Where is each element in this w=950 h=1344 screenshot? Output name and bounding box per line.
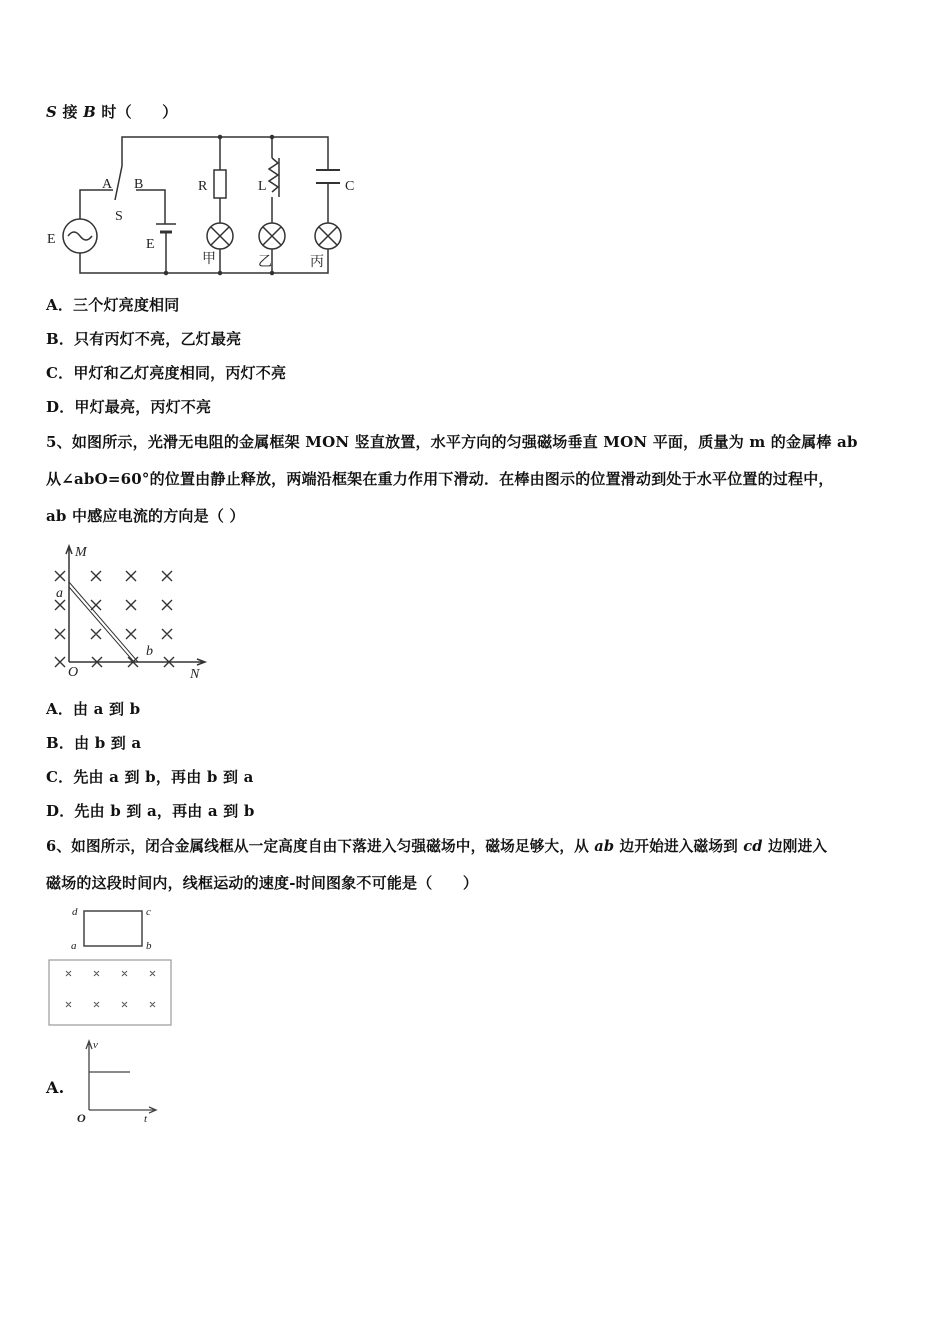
q4-option-b: B．只有丙灯不亮，乙灯最亮: [46, 330, 242, 348]
label-origin: O: [77, 1111, 86, 1125]
label-l: L: [258, 179, 267, 194]
q6-option-a-label: A.: [46, 1078, 65, 1097]
mon-frame-diagram: [55, 546, 205, 667]
label-e-ac: E: [47, 232, 56, 247]
label-c: c: [146, 906, 151, 918]
label-a: A: [102, 177, 113, 192]
label-s: S: [115, 209, 123, 224]
label-b: B: [134, 177, 144, 192]
q5-stem-line2: 从∠abO=60°的位置由静止释放，两端沿框架在重力作用下滑动．在棒由图示的位置滑动到处于水平位置的过程中，: [46, 470, 834, 488]
label-lamp3: 丙: [310, 255, 324, 270]
q6-stem-line1: 6、如图所示，闭合金属线框从一定高度自由下落进入匀强磁场中，磁场足够大，从 ab 边开始进入磁场到 cd 边刚进入: [46, 838, 828, 855]
q4-option-a: A．三个灯亮度相同: [46, 296, 180, 314]
q5-option-b: B．由 b 到 a: [46, 734, 142, 752]
q5-option-d: D．先由 b 到 a，再由 a 到 b: [46, 802, 255, 820]
q6-stem-line2: 磁场的这段时间内，线框运动的速度-时间图象不可能是（ ）: [46, 874, 479, 892]
q5-option-c: C．先由 a 到 b，再由 b 到 a: [46, 768, 254, 786]
label-a: a: [71, 940, 77, 952]
label-e-dc: E: [146, 237, 155, 252]
q5-stem-line1: 5、如图所示，光滑无电阻的金属框架 MON 竖直放置，水平方向的匀强磁场垂直 MON 平面，质量为 m 的金属棒 ab: [46, 433, 858, 451]
vt-graph-a: [86, 1041, 156, 1113]
q5-option-a: A．由 a 到 b: [46, 700, 141, 718]
label-o: O: [68, 665, 79, 680]
label-c: C: [345, 179, 355, 194]
label-lamp1: 甲: [202, 252, 216, 267]
label-d: d: [72, 906, 78, 918]
label-n: N: [190, 667, 200, 682]
label-m: M: [75, 545, 87, 560]
label-v: v: [93, 1039, 98, 1051]
q5-stem-line3: ab 中感应电流的方向是（ ）: [46, 507, 245, 525]
q4-stem: S 接 B 时（ ）: [46, 103, 178, 121]
coil-field-diagram: [49, 911, 171, 1025]
q4-option-c: C．甲灯和乙灯亮度相同，丙灯不亮: [46, 364, 287, 382]
label-r: R: [198, 179, 208, 194]
label-b: b: [146, 940, 152, 952]
label-b: b: [146, 644, 153, 659]
label-t: t: [144, 1113, 148, 1125]
label-a: a: [56, 586, 63, 601]
label-lamp2: 乙: [258, 255, 272, 270]
q4-option-d: D．甲灯最亮，丙灯不亮: [46, 398, 212, 416]
